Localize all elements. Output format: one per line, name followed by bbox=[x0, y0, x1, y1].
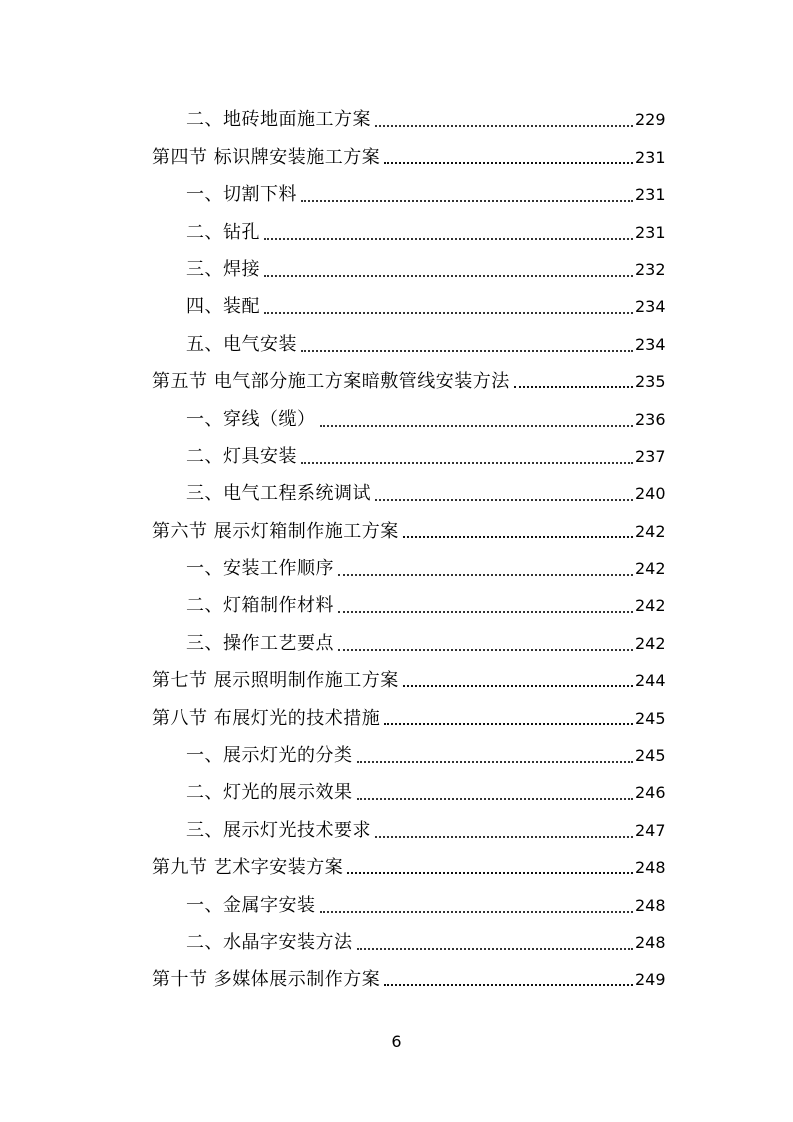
toc-page-number: 242 bbox=[635, 596, 666, 616]
toc-item-row[interactable] bbox=[0, 923, 793, 960]
toc-entry-label: 二、灯箱制作材料 bbox=[186, 595, 334, 617]
toc-item-row[interactable] bbox=[0, 437, 793, 474]
toc-entry-label: 二、地砖地面施工方案 bbox=[186, 109, 371, 131]
toc-page-number: 235 bbox=[635, 372, 666, 392]
toc-item-row[interactable] bbox=[0, 100, 793, 137]
toc-item-row[interactable] bbox=[0, 287, 793, 324]
dot-leader bbox=[357, 761, 634, 763]
toc-item-row[interactable] bbox=[0, 175, 793, 212]
dot-leader bbox=[403, 536, 633, 538]
toc-section-row[interactable] bbox=[0, 698, 793, 735]
dot-leader bbox=[375, 125, 633, 127]
toc-item-row[interactable] bbox=[0, 623, 793, 660]
toc-page-number: 234 bbox=[635, 297, 666, 317]
page-number: 6 bbox=[391, 1032, 402, 1051]
toc-section-row[interactable] bbox=[0, 137, 793, 174]
dot-leader bbox=[375, 499, 633, 501]
toc-item-row[interactable] bbox=[0, 736, 793, 773]
toc-entry-label: 三、电气工程系统调试 bbox=[186, 483, 371, 505]
dot-leader bbox=[320, 911, 634, 913]
toc-entry-label: 第十节 多媒体展示制作方案 bbox=[152, 969, 381, 991]
toc-entry-label: 三、展示灯光技术要求 bbox=[186, 819, 371, 841]
toc-entry-label: 三、焊接 bbox=[186, 258, 260, 280]
toc-entry-label: 第五节 电气部分施工方案暗敷管线安装方法 bbox=[152, 371, 510, 393]
dot-leader bbox=[320, 425, 634, 427]
toc-page-number: 246 bbox=[635, 783, 666, 803]
dot-leader bbox=[338, 611, 633, 613]
toc-entry-label: 五、电气安装 bbox=[186, 333, 297, 355]
table-of-contents bbox=[0, 100, 793, 997]
dot-leader bbox=[403, 685, 633, 687]
toc-item-row[interactable] bbox=[0, 474, 793, 511]
dot-leader bbox=[357, 948, 634, 950]
toc-page-number: 232 bbox=[635, 259, 666, 279]
toc-entry-label: 一、切割下料 bbox=[186, 184, 297, 206]
dot-leader bbox=[384, 723, 633, 725]
dot-leader bbox=[264, 275, 633, 277]
toc-item-row[interactable] bbox=[0, 399, 793, 436]
toc-page-number: 248 bbox=[635, 932, 666, 952]
dot-leader bbox=[301, 350, 633, 352]
toc-item-row[interactable] bbox=[0, 324, 793, 361]
toc-entry-label: 二、水晶字安装方法 bbox=[186, 931, 353, 953]
dot-leader bbox=[514, 386, 633, 388]
toc-page-number: 247 bbox=[635, 820, 666, 840]
dot-leader bbox=[384, 162, 633, 164]
toc-page-number: 242 bbox=[635, 559, 666, 579]
dot-leader bbox=[375, 836, 633, 838]
toc-entry-label: 第四节 标识牌安装施工方案 bbox=[152, 146, 381, 168]
toc-item-row[interactable] bbox=[0, 773, 793, 810]
toc-entry-label: 第七节 展示照明制作施工方案 bbox=[152, 670, 399, 692]
toc-page-number: 242 bbox=[635, 633, 666, 653]
toc-item-row[interactable] bbox=[0, 212, 793, 249]
dot-leader bbox=[338, 574, 633, 576]
dot-leader bbox=[338, 649, 633, 651]
toc-section-row[interactable] bbox=[0, 511, 793, 548]
dot-leader bbox=[347, 872, 633, 874]
toc-entry-label: 第九节 艺术字安装方案 bbox=[152, 857, 344, 879]
toc-entry-label: 一、安装工作顺序 bbox=[186, 558, 334, 580]
dot-leader bbox=[384, 984, 633, 986]
toc-entry-label: 三、操作工艺要点 bbox=[186, 632, 334, 654]
toc-page-number: 242 bbox=[635, 521, 666, 541]
dot-leader bbox=[264, 238, 633, 240]
toc-section-row[interactable] bbox=[0, 848, 793, 885]
dot-leader bbox=[357, 798, 634, 800]
toc-page-number: 240 bbox=[635, 484, 666, 504]
toc-page-number: 231 bbox=[635, 185, 666, 205]
toc-entry-label: 一、展示灯光的分类 bbox=[186, 745, 353, 767]
toc-page-number: 236 bbox=[635, 409, 666, 429]
toc-entry-label: 二、灯具安装 bbox=[186, 445, 297, 467]
toc-page-number: 245 bbox=[635, 746, 666, 766]
toc-page-number: 245 bbox=[635, 708, 666, 728]
toc-page-number: 249 bbox=[635, 970, 666, 990]
toc-page-number: 244 bbox=[635, 671, 666, 691]
toc-item-row[interactable] bbox=[0, 586, 793, 623]
toc-page-number: 231 bbox=[635, 222, 666, 242]
toc-section-row[interactable] bbox=[0, 661, 793, 698]
toc-entry-label: 第八节 布展灯光的技术措施 bbox=[152, 707, 381, 729]
toc-page-number: 248 bbox=[635, 895, 666, 915]
toc-entry-label: 二、灯光的展示效果 bbox=[186, 782, 353, 804]
toc-entry-label: 第六节 展示灯箱制作施工方案 bbox=[152, 520, 399, 542]
toc-entry-label: 一、金属字安装 bbox=[186, 894, 316, 916]
toc-page-number: 229 bbox=[635, 110, 666, 130]
toc-item-row[interactable] bbox=[0, 885, 793, 922]
dot-leader bbox=[301, 462, 633, 464]
dot-leader bbox=[264, 312, 633, 314]
toc-entry-label: 四、装配 bbox=[186, 296, 260, 318]
toc-section-row[interactable] bbox=[0, 960, 793, 997]
dot-leader bbox=[301, 200, 633, 202]
toc-page-number: 248 bbox=[635, 858, 666, 878]
toc-section-row[interactable] bbox=[0, 362, 793, 399]
toc-item-row[interactable] bbox=[0, 810, 793, 847]
toc-item-row[interactable] bbox=[0, 549, 793, 586]
toc-entry-label: 一、穿线（缆） bbox=[186, 408, 316, 430]
toc-page-number: 237 bbox=[635, 446, 666, 466]
toc-page-number: 234 bbox=[635, 334, 666, 354]
toc-item-row[interactable] bbox=[0, 250, 793, 287]
toc-page-number: 231 bbox=[635, 147, 666, 167]
toc-entry-label: 二、钻孔 bbox=[186, 221, 260, 243]
